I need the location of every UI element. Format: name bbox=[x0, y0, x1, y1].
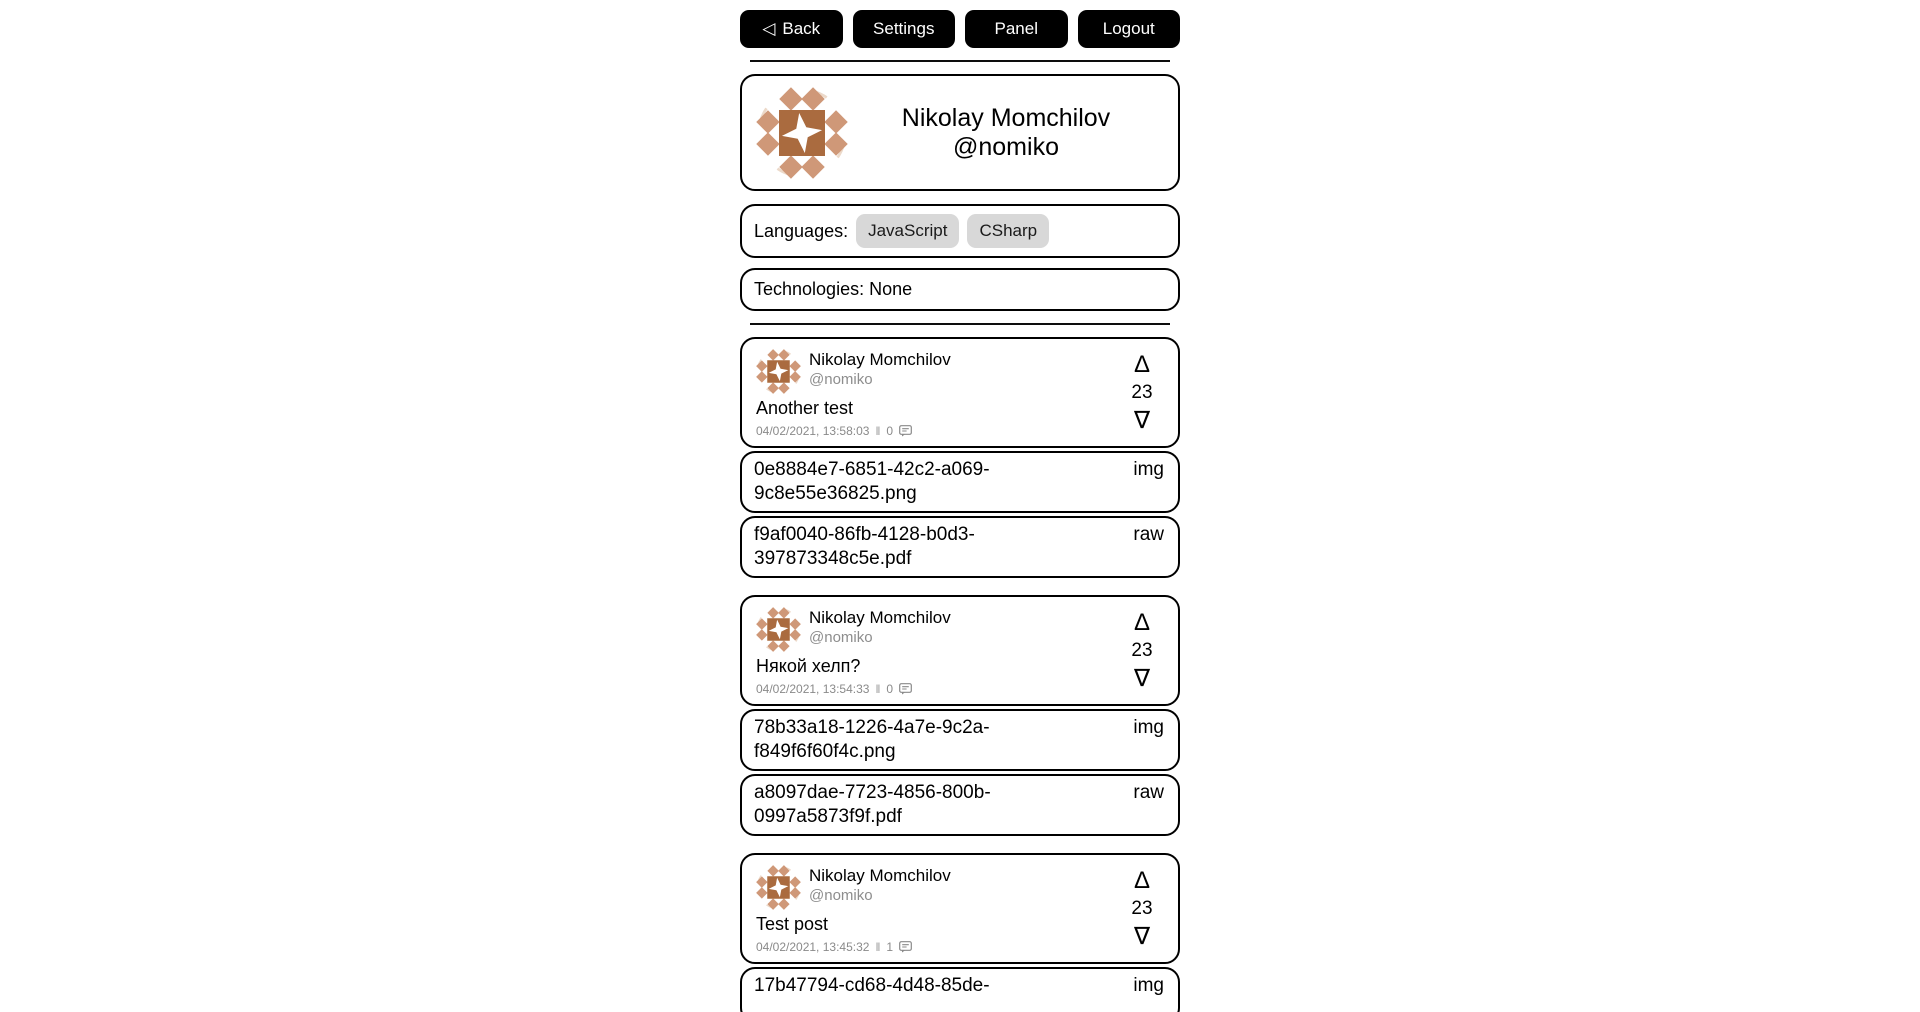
attachment-row[interactable] bbox=[740, 451, 1180, 513]
post-group bbox=[740, 853, 1180, 1012]
profile-name: Nikolay Momchilov bbox=[901, 103, 1111, 132]
language-tag: JavaScript bbox=[856, 214, 959, 248]
comment-icon bbox=[899, 941, 912, 953]
post-group bbox=[740, 337, 1180, 578]
downvote-button[interactable]: ∇ bbox=[1133, 664, 1151, 692]
post-card[interactable] bbox=[740, 853, 1180, 964]
vote-count: 23 bbox=[1131, 639, 1153, 661]
post-card[interactable] bbox=[740, 595, 1180, 706]
author-avatar bbox=[756, 349, 801, 394]
post-title: Another test bbox=[756, 398, 854, 418]
languages-label: Languages: bbox=[754, 220, 849, 241]
comment-icon bbox=[899, 425, 912, 437]
author-name: Nikolay Momchilov bbox=[809, 350, 951, 369]
panel-button[interactable]: Panel bbox=[965, 10, 1068, 48]
vote-controls bbox=[1122, 350, 1162, 434]
back-arrow-icon: ◁ bbox=[762, 19, 776, 38]
post-title: Test post bbox=[756, 914, 829, 934]
vote-count: 23 bbox=[1131, 897, 1153, 919]
attachment-filename: 0e8884e7-6851-42c2-a069-9c8e55e36825.png bbox=[754, 459, 990, 504]
post-timestamp: 04/02/2021, 13:54:33 bbox=[756, 682, 870, 696]
post-header bbox=[756, 349, 1164, 394]
technologies-value: None bbox=[869, 279, 913, 299]
settings-button[interactable]: Settings bbox=[853, 10, 956, 48]
post-meta bbox=[756, 940, 1164, 954]
attachment-row[interactable] bbox=[740, 516, 1180, 578]
post-title: Някой хелп? bbox=[756, 656, 861, 676]
attachment-filename: 17b47794-cd68-4d48-85de- bbox=[754, 975, 990, 996]
profile-card bbox=[740, 74, 1180, 191]
technologies-label: Technologies: bbox=[754, 279, 865, 299]
technologies-card bbox=[740, 268, 1180, 311]
vote-controls bbox=[1122, 866, 1162, 950]
author-avatar bbox=[756, 607, 801, 652]
profile-handle: @nomiko bbox=[953, 132, 1059, 161]
upvote-button[interactable]: Δ bbox=[1133, 350, 1151, 378]
author-name: Nikolay Momchilov bbox=[809, 608, 951, 627]
meta-separator: ‖ bbox=[875, 940, 881, 954]
content-column bbox=[740, 0, 1180, 1012]
post-header bbox=[756, 865, 1164, 910]
comment-count: 1 bbox=[886, 940, 894, 954]
post-timestamp: 04/02/2021, 13:58:03 bbox=[756, 424, 870, 438]
attachment-row[interactable] bbox=[740, 967, 1180, 1012]
vote-count: 23 bbox=[1131, 381, 1153, 403]
attachment-type: img bbox=[1133, 717, 1164, 738]
logout-button[interactable]: Logout bbox=[1078, 10, 1181, 48]
attachment-type: raw bbox=[1133, 524, 1164, 545]
language-tag: CSharp bbox=[967, 214, 1049, 248]
languages-card bbox=[740, 204, 1180, 258]
author-name: Nikolay Momchilov bbox=[809, 866, 951, 885]
back-button-label: Back bbox=[782, 19, 821, 38]
author-avatar bbox=[756, 865, 801, 910]
profile-avatar bbox=[756, 87, 848, 179]
post-timestamp: 04/02/2021, 13:45:32 bbox=[756, 940, 870, 954]
post-card[interactable] bbox=[740, 337, 1180, 448]
divider-posts bbox=[750, 323, 1170, 325]
author-handle: @nomiko bbox=[809, 371, 873, 388]
attachment-row[interactable] bbox=[740, 774, 1180, 836]
downvote-button[interactable]: ∇ bbox=[1133, 922, 1151, 950]
meta-separator: ‖ bbox=[875, 424, 881, 438]
upvote-button[interactable]: Δ bbox=[1133, 866, 1151, 894]
downvote-button[interactable]: ∇ bbox=[1133, 406, 1151, 434]
meta-separator: ‖ bbox=[875, 682, 881, 696]
back-button[interactable] bbox=[740, 10, 843, 48]
attachment-filename: 78b33a18-1226-4a7e-9c2a-f849f6f60f4c.png bbox=[754, 717, 990, 762]
attachment-type: img bbox=[1133, 975, 1164, 996]
author-handle: @nomiko bbox=[809, 887, 873, 904]
toolbar bbox=[740, 10, 1180, 48]
comment-count: 0 bbox=[886, 424, 894, 438]
comment-count: 0 bbox=[886, 682, 894, 696]
upvote-button[interactable]: Δ bbox=[1133, 608, 1151, 636]
attachment-type: raw bbox=[1133, 782, 1164, 803]
author-handle: @nomiko bbox=[809, 629, 873, 646]
post-header bbox=[756, 607, 1164, 652]
profile-text bbox=[848, 104, 1164, 162]
attachment-row[interactable] bbox=[740, 709, 1180, 771]
post-group bbox=[740, 595, 1180, 836]
divider-top bbox=[750, 60, 1170, 62]
comment-icon bbox=[899, 683, 912, 695]
attachment-filename: a8097dae-7723-4856-800b-0997a5873f9f.pdf bbox=[754, 782, 991, 827]
attachment-type: img bbox=[1133, 459, 1164, 480]
post-meta bbox=[756, 424, 1164, 438]
attachment-filename: f9af0040-86fb-4128-b0d3-397873348c5e.pdf bbox=[754, 524, 975, 569]
post-meta bbox=[756, 682, 1164, 696]
vote-controls bbox=[1122, 608, 1162, 692]
